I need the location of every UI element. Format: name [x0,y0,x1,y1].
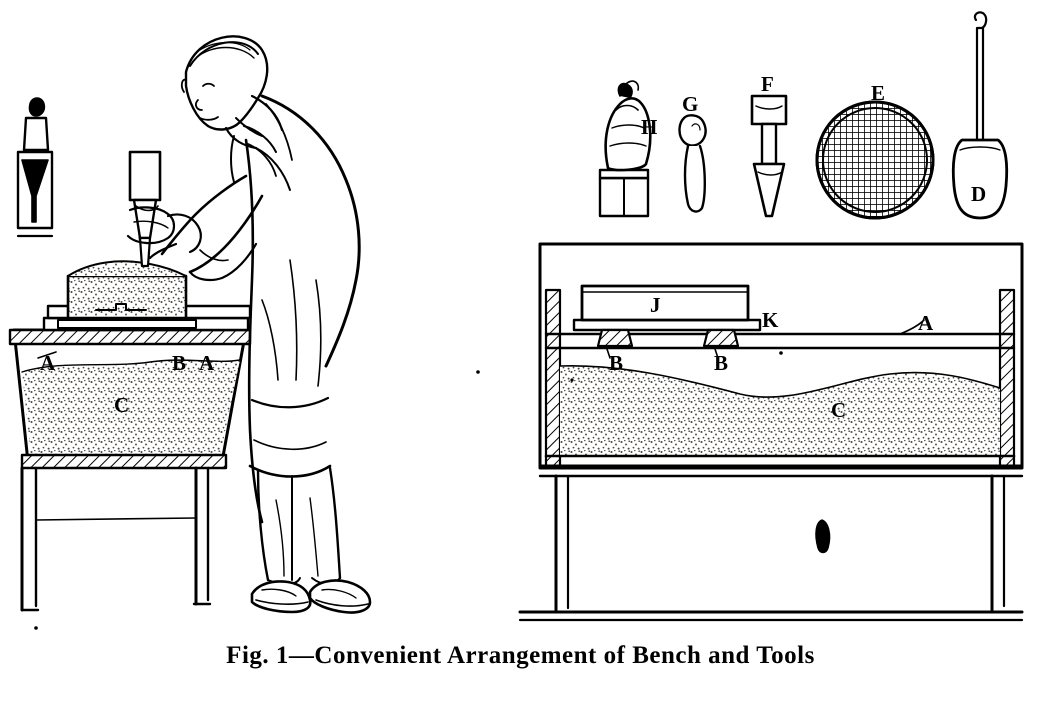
tool-riddle [817,102,933,218]
tool-spoon [680,115,706,211]
label-left-A2: A [199,351,215,375]
label-right-A: A [918,311,934,335]
caption-number: Fig. 1 [226,642,289,669]
label-tool-G: G [682,92,699,116]
label-tool-E: E [871,81,886,105]
tool-row [600,12,1007,218]
tool-bellows [600,81,650,216]
label-right-B1: B [609,351,624,375]
label-right-B2: B [714,351,729,375]
label-left-C: C [114,393,130,417]
caption-dash: — [288,642,315,669]
label-right-J: J [650,293,661,317]
tool-rammer [752,96,786,216]
label-tool-F: F [761,72,774,96]
right-bench-elevation [520,244,1022,620]
left-bench-assembly [10,36,370,612]
label-right-K: K [762,308,779,332]
label-left-A1: A [40,351,56,375]
caption-text: Convenient Arrangement of Bench and Tools [314,642,815,669]
figure-caption [0,642,1041,670]
label-tool-H: H [641,115,658,139]
label-right-C: C [831,398,847,422]
label-left-B: B [172,351,187,375]
label-tool-D: D [971,182,987,206]
